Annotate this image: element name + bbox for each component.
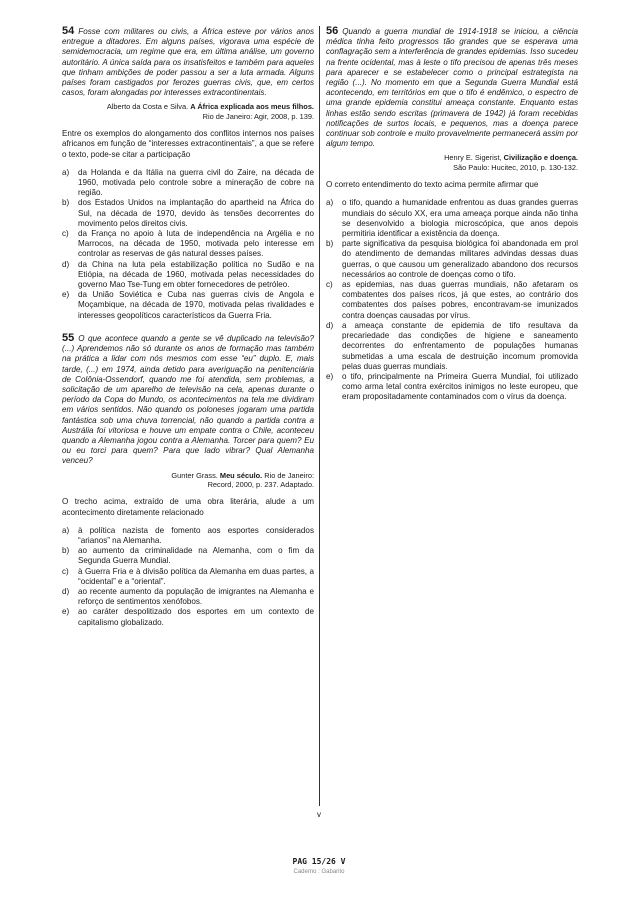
option-letter: c) [62,566,69,576]
question-54-number: 54 [62,25,75,37]
option-letter: e) [62,290,70,300]
source-author: Henry E. Sigerist, [444,153,502,163]
question-56-number: 56 [326,25,339,37]
option-text: a ameaça constante de epidemia de tifo resultava da precariedade das condições de higiene e saneamento decorrentes do enfrentamento de populações humanas submetidas a uma escala de destruição incomum promovida pelas duas guerras mundiais. [342,320,578,371]
question-55-source [62,471,314,490]
option-letter: a) [62,167,70,177]
spacer [62,321,314,333]
caderno-label: Caderno : Gabarito [293,869,345,875]
option-text: parte significativa da pesquisa biológica foi abandonada em prol do atendimento de demandas militares advindas dessas duas guerras, o que causou um generalizado abandono dos recursos necessários ao controle de doenças como o tifo. [342,239,578,279]
option-item[interactable] [326,321,578,372]
option-item[interactable] [62,546,314,566]
question-55-options [62,526,314,628]
question-55-number: 55 [62,331,75,344]
source-author: Alberto da Costa e Silva. [106,102,189,112]
option-text: da França no apoio à luta de independência na Argélia e no Marrocos, na década de 1950, motivada pelo interesse em controlar as reservas de gás natural desses países. [78,229,314,259]
option-text: da Holanda e da Itália na guerra civil do Zaire, na década de 1960, motivada pelo controle sobre a mineração de cobre na região. [78,167,314,198]
source-publication-2: Record, 2000, p. 237. Adaptado. [207,479,314,489]
option-letter: d) [62,259,70,269]
question-56-text [326,26,578,149]
option-item[interactable] [326,198,578,239]
source-title: A África explicada aos meus filhos. [190,102,314,112]
option-text: da União Soviética e Cuba nas guerras civis de Angola e Moçambique, na década de 1970, motivada pelas rivalidades e interesses geopolíticos característicos da Guerra Fria. [78,290,314,320]
question-56-prompt: O correto entendimento do texto acima permite afirmar que [326,180,539,190]
question-55-passage: O que acontece quando a gente se vê duplicado na televisão? (...) Aprendemos não só durante os anos de formação mas também na prática a lidar com nós mesmos com esse “eu” duplo. E, mais tarde, (...) em 1974, ainda detido para averiguação na penitenciária de Colônia-Ossendorf, quando me foi atendida, sem problemas, a solicitação de um aparelho de televisão na cela, apenas durante o período da Copa do Mundo, os acontecimentos na tela me dividiram em vários sentidos. Não quando os poloneses jogaram uma partida fantástica sob uma chuva torrencial, não quando a partida contra a Austrália foi vitoriosa e houve um empate contra o Chile, aconteceu quando a Alemanha jogou contra a Alemanha. Torcer para quem? Eu ou eu torci para quem? Para que lado vibrar? Qual Alemanha venceu? [62,333,314,466]
source-publication: Rio de Janeiro: [264,470,314,480]
option-letter: a) [326,198,334,208]
option-item[interactable] [62,290,314,321]
option-letter: b) [62,546,70,556]
source-publication: Rio de Janeiro: Agir, 2008, p. 139. [202,111,314,121]
question-54-source [62,102,314,121]
source-title: Civilização e doença. [503,153,578,163]
option-letter: e) [326,371,334,381]
version-mark: v [317,810,321,819]
option-item[interactable] [326,372,578,403]
option-letter: c) [62,229,69,239]
question-54-text [62,26,314,98]
question-56-passage: Quando a guerra mundial de 1914-1918 se iniciou, a ciência médica tinha feito progressos tão grandes que se esperava uma conflagração sem a interferência de grandes epidemias. Isso sucedeu na frente ocidental, mas à leste o tifo precisou de apenas três meses para aparecer e se estabelecer como o principal estrategista na região (...). No momento em que a Segunda Guerra Mundial está acontecendo, em territórios em que o tifo é endêmico, o espectro de uma grande epidemia constitui ameaça constante. Enquanto estas linhas estão sendo escritas (primavera de 1942) já foram recebidas notificações de surtos locais, e pequenos, mas a doença parece continuar sob controle e muito provavelmente permanecerá assim por algum tempo. [326,27,578,149]
option-letter: a) [62,525,70,535]
column-divider [319,26,320,806]
question-55-prompt: O trecho acima, extraído de uma obra literária, alude a um acontecimento diretamente relacionado [62,497,314,517]
option-item[interactable] [326,239,578,280]
question-54-prompt: Entre os exemplos do alongamento dos conflitos internos nos países africanos em função de “interesses extracontinentais”, a que se refere o texto, pode-se citar a participação [62,129,314,159]
question-56-source [326,153,578,172]
left-column [62,26,314,628]
option-letter: b) [326,239,334,249]
option-item[interactable] [62,567,314,587]
option-text: da China na luta pela estabilização política no Sudão e na Etiópia, na década de 1960, motivada pelas necessidades do governo Mao Tse-Tung em obter fornecedores de petróleo. [78,259,314,290]
question-55-text [62,333,314,467]
option-letter: b) [62,198,70,208]
option-item[interactable] [62,587,314,607]
option-text: o tifo, quando a humanidade enfrentou as duas grandes guerras mundiais do século XX, era uma ameaça porque ainda não tinha se desenvolvido a biologia microscópica, que anos depois permitiria identificar a existência da doença. [342,198,578,239]
source-author: Gunter Grass. [171,470,218,480]
option-text: ao recente aumento da população de imigrantes na Alemanha e reforço de sentimentos xenófobos. [78,586,314,607]
option-text: as epidemias, nas duas guerras mundiais, não afetaram os combatentes dos países ricos, já que estes, ao contrário dos combatentes dos países pobres, encontravam-se imunizados contra doenças causadas por vírus. [342,280,578,320]
option-text: dos Estados Unidos na implantação do apartheid na África do Sul, na década de 1970, devido às tensões decorrentes do movimento pelos direitos civis. [78,198,314,228]
question-54-passage: Fosse com militares ou civis, a África esteve por vários anos entregue a ditadores. Em alguns países, vigorava uma espécie de semidemocracia, um regime que era, em última análise, um governo autoritário. A única saída para os insatisfeitos e também para aqueles que tinham ambições de poder passou a ser a luta armada. Alguns países foram castigados por ferozes guerras civis, que, em certos casos, foram alongadas por interesses extracontinentais. [62,27,314,98]
option-item[interactable] [62,260,314,291]
option-text: à política nazista de fomento aos esportes considerados “arianos” na Alemanha. [78,525,314,545]
question-54-options [62,168,314,321]
option-letter: e) [62,607,70,617]
page-number: PAG 15/26 V [292,857,346,866]
option-text: o tifo, principalmente na Primeira Guerra Mundial, foi utilizado como arma letal contra exércitos inimigos no leste europeu, que eram propositadamente contaminados com o vírus da doença. [342,371,578,402]
option-letter: d) [326,320,334,330]
option-text: ao caráter despolitizado dos esportes em um contexto de capitalismo globalizado. [78,607,314,627]
source-title: Meu século. [219,470,263,480]
option-item[interactable] [62,229,314,260]
option-text: ao aumento da criminalidade na Alemanha, com o fim da Segunda Guerra Mundial. [78,546,314,566]
option-item[interactable] [326,280,578,321]
question-56-options [326,198,578,402]
option-item[interactable] [62,607,314,627]
option-letter: d) [62,586,70,596]
option-item[interactable] [62,526,314,546]
option-item[interactable] [62,198,314,229]
option-item[interactable] [62,168,314,199]
source-publication: São Paulo: Hucitec, 2010, p. 130-132. [453,162,578,172]
right-column [326,26,578,403]
option-text: à Guerra Fria e à divisão política da Alemanha em duas partes, a “ocidental” e a “oriental”. [78,566,314,586]
option-letter: c) [326,280,333,290]
